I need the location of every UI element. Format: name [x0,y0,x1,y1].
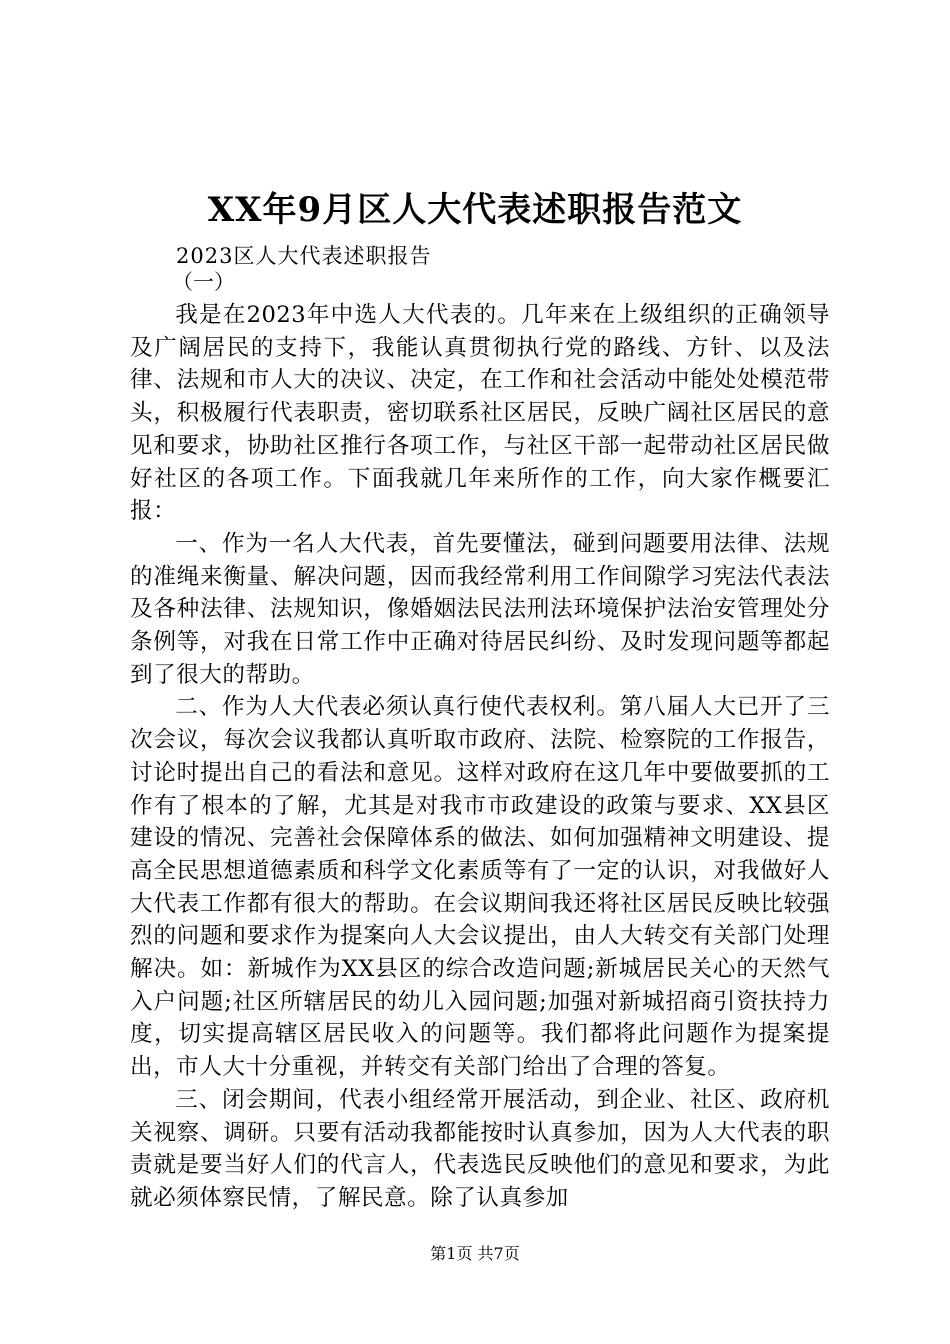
section-number: （一） [172,270,235,294]
body-paragraph: 三、闭会期间，代表小组经常开展活动，到企业、社区、政府机关视察、调研。只要有活动我都能按时认真参加，因为人大代表的职责就是要当好人们的代言人，代表选民反映他们的意见和要求，为此就必须体察民情，了解民意。除了认真参加 [130,1086,830,1211]
page-footer: 第1页 共7页 [430,1244,520,1263]
document-title: XX年9月区人大代表述职报告范文 [207,190,743,230]
document-body [130,299,830,1215]
body-paragraph: 我是在2023年中选人大代表的。几年来在上级组织的正确领导及广阔居民的支持下，我能认真贯彻执行党的路线、方针、以及法律、法规和市人大的决议、决定，在工作和社会活动中能处处模范带头，积极履行代表职责，密切联系社区居民，反映广阔社区居民的意见和要求，协助社区推行各项工作，与社区干部一起带动社区居民做好社区的各项工作。下面我就几年来所作的工作，向大家作概要汇报： [130,302,830,525]
document-subtitle: 2023区人大代表述职报告 [176,244,432,268]
body-paragraph: 一、作为一名人大代表，首先要懂法，碰到问题要用法律、法规的准绳来衡量、解决问题，因而我经常利用工作间隙学习宪法代表法及各种法律、法规知识，像婚姻法民法刑法环境保护法治安管理处分条例等，对我在日常工作中正确对待居民纠纷、及时发现问题等都起到了很大的帮助。 [130,530,830,688]
body-paragraph: 二、作为人大代表必须认真行使代表权利。第八届人大已开了三次会议，每次会议我都认真听取市政府、法院、检察院的工作报告，讨论时提出自己的看法和意见。这样对政府在这几年中要做要抓的工作有了根本的了解，尤其是对我市市政建设的政策与要求、XX县区建设的情况、完善社会保障体系的做法、如何加强精神文明建设、提高全民思想道德素质和科学文化素质等有了一定的认识，对我做好人大代表工作都有很大的帮助。在会议期间我还将社区居民反映比较强烈的问题和要求作为提案向人大会议提出，由人大转交有关部门处理解决。如：新城作为XX县区的综合改造问题;新城居民关心的天然气入户问题;社区所辖居民的幼儿入园问题;加强对新城招商引资扶持力度，切实提高辖区居民收入的问题等。我们都将此问题作为提案提出，市人大十分重视，并转交有关部门给出了合理的答复。 [130,694,830,1081]
